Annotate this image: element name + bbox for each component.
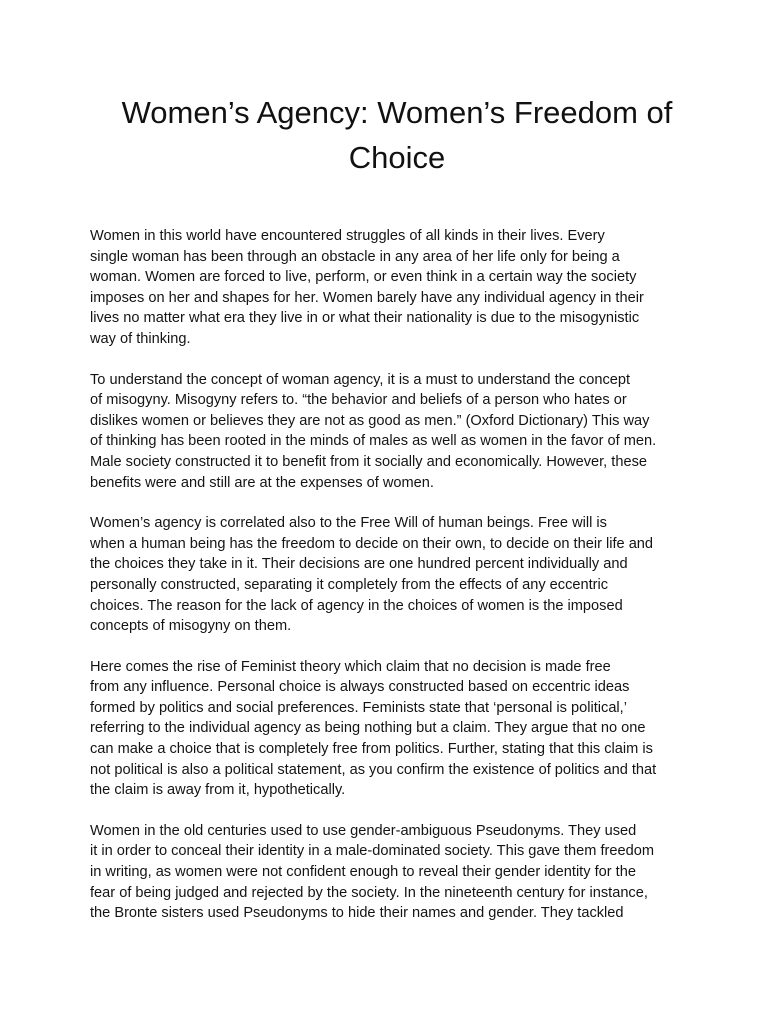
paragraph-misogyny: To understand the concept of woman agency, it is a must to understand the concept of misogyny. Misogyny refers to. “the behavior and beliefs of a person who hates or dislikes women or believes they are not as good as men.” (Oxford Dictionary) This way of thinking has been rooted in the minds of males as well as women in the favor of men. Male society constructed it to benefit from it socially and economically. However, these benefits were and still are at the expenses of women. xyxy=(90,371,657,491)
document-body xyxy=(90,226,690,944)
paragraph-free-will: Women’s agency is correlated also to the Free Will of human beings. Free will is when a human being has the freedom to decide on their own, to decide on their life and the choices they take in it. Their decisions are one hundred percent individually and personally constructed, separating it completely from the effects of any eccentric choices. The reason for the lack of agency in the choices of women is the imposed concepts of misogyny on them. xyxy=(90,515,654,635)
paragraph-feminist-theory: Here comes the rise of Feminist theory which claim that no decision is made free from any influence. Personal choice is always constructed based on eccentric ideas formed by politics and social preferences. Feminists state that ‘personal is political,’ referring to the individual agency as being nothing but a claim. They argue that no one can make a choice that is completely free from politics. Further, stating that this claim is not political is also a political statement, as you confirm the existence of politics and that the claim is away from it, hypothetically. xyxy=(90,658,657,799)
document-title: Women’s Agency: Women’s Freedom of Choice xyxy=(121,95,673,175)
paragraph-pseudonyms: Women in the old centuries used to use gender-ambiguous Pseudonyms. They used it in order to conceal their identity in a male-dominated society. This gave them freedom in writing, as women were not confident enough to reveal their gender identity for the fear of being judged and rejected by the society. In the nineteenth century for instance, the Bronte sisters used Pseudonyms to hide their names and gender. They tackled xyxy=(90,822,655,922)
paragraph-intro: Women in this world have encountered struggles of all kinds in their lives. Every single woman has been through an obstacle in any area of her life only for being a woman. Women are forced to live, perform, or even think in a certain way the society imposes on her and shapes for her. Women barely have any individual agency in their lives no matter what era they live in or what their nationality is due to the misogynistic way of thinking. xyxy=(90,228,644,347)
